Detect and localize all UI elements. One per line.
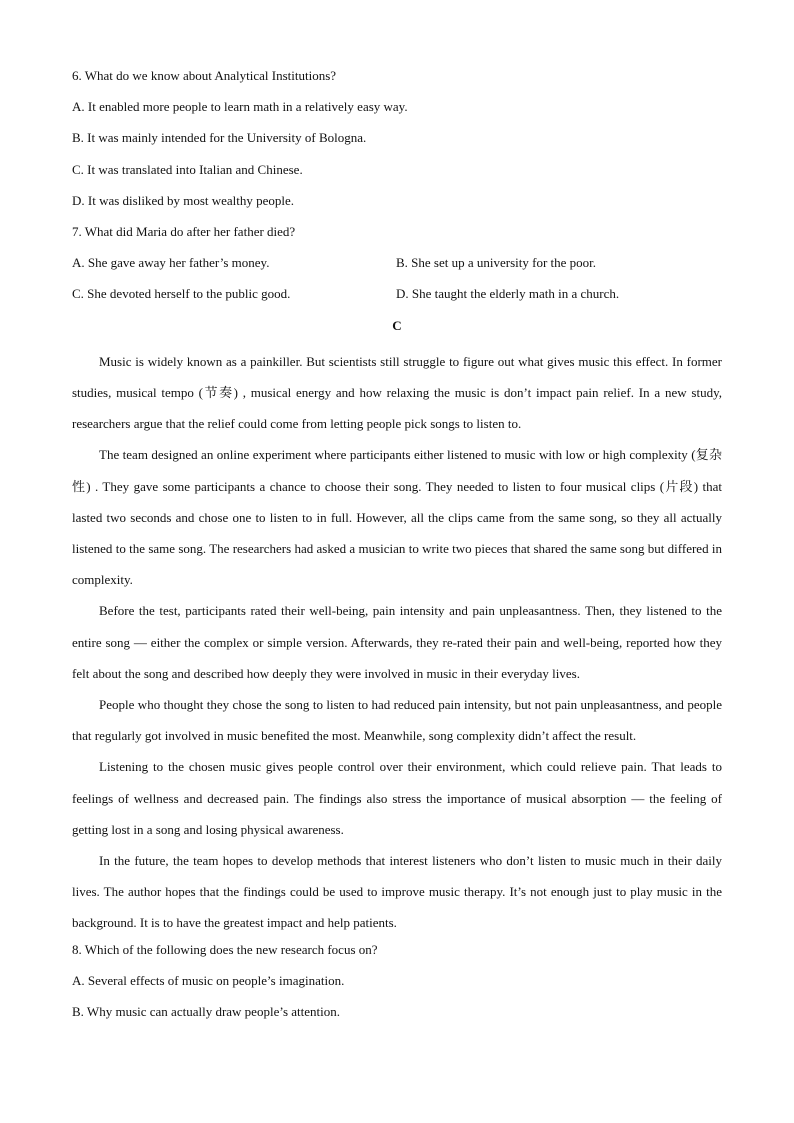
q7-option-c: C. She devoted herself to the public good. (72, 286, 291, 302)
passage-paragraph-2: The team designed an online experiment where participants either listened to music with low or high complexity (复杂性) . They gave some participants a chance to choose their song. They needed to listen to four musical clips (片段) that lasted two seconds and chose one to listen to in full. However, all the clips came from the same song, so they all actually listened to the same song. The researchers had asked a musician to write two pieces that shared the same song but differed in complexity. (72, 447, 722, 588)
q7-options-row-2 (72, 283, 722, 314)
q7-option-d: D. She taught the elderly math in a church. (396, 286, 620, 302)
document-page (72, 65, 722, 1032)
passage-paragraph-4: People who thought they chose the song to listen to had reduced pain intensity, but not pain unpleasantness, and people that regularly got involved in music benefited the most. Meanwhile, song complexity didn’t affect the result. (72, 696, 722, 744)
question-7: 7. What did Maria do after her father died? (72, 223, 296, 239)
passage-paragraph-6: In the future, the team hopes to develop methods that interest listeners who don’t listen to music much in their daily lives. The author hopes that the findings could be used to improve music therapy. It’s not enough just to play music in the background. It is to have the greatest impact and help patients. (72, 852, 722, 931)
q8-option-b: B. Why music can actually draw people’s attention. (72, 1003, 340, 1019)
q6-option-c: C. It was translated into Italian and Chinese. (72, 161, 303, 177)
question-8: 8. Which of the following does the new research focus on? (72, 941, 378, 957)
question-6: 6. What do we know about Analytical Institutions? (72, 68, 337, 83)
q8-option-a: A. Several effects of music on people’s imagination. (72, 972, 345, 988)
passage-paragraph-5: Listening to the chosen music gives people control over their environment, which could relieve pain. That leads to feelings of wellness and decreased pain. The findings also stress the importance of musical absorption — the feeling of getting lost in a song and losing physical awareness. (72, 759, 722, 837)
q6-option-d: D. It was disliked by most wealthy people. (72, 192, 295, 208)
q7-option-a: A. She gave away her father’s money. (72, 255, 270, 271)
passage-paragraph-1: Music is widely known as a painkiller. But scientists still struggle to figure out what gives music this effect. In former studies, musical tempo (节奏) , musical energy and how relaxing the music is don’t impact pain relief. In a new study, researchers argue that the relief could come from letting people pick songs to listen to. (72, 353, 722, 432)
q7-option-b: B. She set up a university for the poor. (396, 255, 597, 271)
q6-option-a: A. It enabled more people to learn math in a relatively easy way. (72, 99, 408, 115)
q7-options-row-1 (72, 252, 722, 283)
section-heading: C (392, 317, 402, 333)
q6-option-b: B. It was mainly intended for the University of Bologna. (72, 130, 367, 146)
passage-paragraph-3: Before the test, participants rated their well-being, pain intensity and pain unpleasantness. Then, they listened to the entire song — either the complex or simple version. Afterwards, they re-rated their pain and well-being, reported how they felt about the song and described how deeply they were involved in music in their everyday lives. (72, 603, 722, 681)
